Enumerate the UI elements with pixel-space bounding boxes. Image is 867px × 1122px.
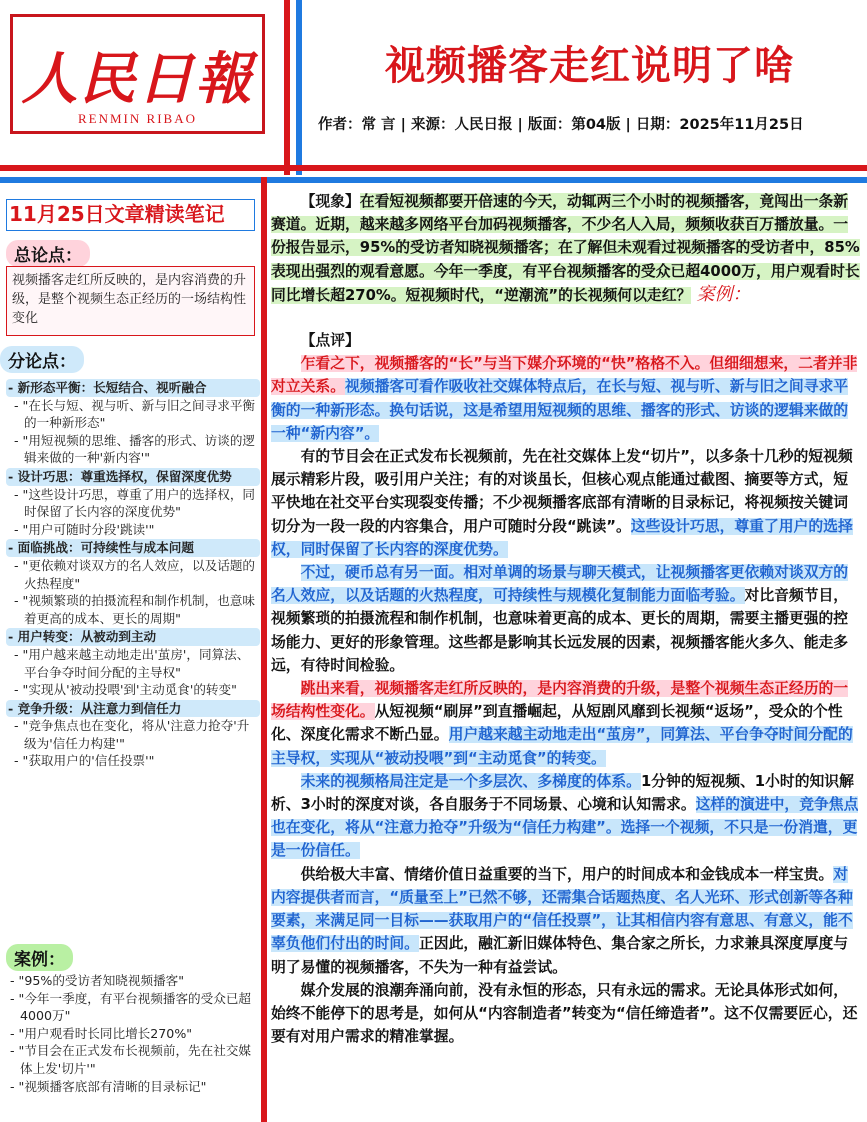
case-item: - "用户观看时长同比增长270%": [10, 1025, 193, 1041]
highlight-blue: 这样的演进中，竞争焦点也在变化，将从“注意力抢夺”升级为“信任力构建”。选择一个视频，不只是一份消遣，更是一份信任。: [271, 796, 859, 860]
logo-chinese: 人民日報: [21, 46, 254, 112]
page-title: 视频播客走红说明了啥: [385, 43, 795, 89]
handwritten-note: 案例：: [696, 283, 751, 305]
notes-title: 11月25日文章精读笔记: [6, 199, 255, 231]
point-item: - "用户越来越主动地走出'茧房'，同算法、平台争夺时间分配的主导权": [14, 646, 250, 680]
paragraph: [271, 770, 860, 863]
point-item: - "竞争焦点也在变化，将从'注意力抢夺'升级为'信任力构建'": [14, 718, 250, 751]
newspaper-logo: [10, 14, 265, 134]
case-item: - "95%的受访者知晓视频播客": [10, 973, 185, 988]
text: 对比音频节目，视频繁琐的拍摄流程和制作机制，也意味着更高的成本、更长的周期，需要主播更强的控场能力、更好的形象管理。这些都是影响其长远发展的因素，视频播客能火多久、能走多远，有待时间检验。: [271, 587, 849, 674]
summary-box: 视频播客走红所反映的，是内容消费的升级，是整个视频生态正经历的一场结构性变化: [6, 266, 255, 336]
paragraph: [271, 352, 860, 445]
paragraph: [271, 445, 860, 561]
points-label: 分论点：: [0, 346, 84, 373]
comment-label: 【点评】: [300, 332, 360, 350]
article-meta: 作者：常 言 | 来源：人民日报 | 版面：第04版 | 日期：2025年11月25日: [318, 117, 804, 133]
point-heading: - 新形态平衡：长短结合、视听融合: [6, 379, 260, 397]
paragraph: [271, 677, 860, 770]
frame-line-red-left: [284, 0, 290, 175]
article-body: [271, 190, 860, 1048]
cases-list: [6, 972, 260, 1095]
frame-line-blue-top: [0, 177, 867, 183]
point-item: - "更依赖对谈双方的名人效应，以及话题的火热程度": [14, 557, 256, 591]
highlight-blue: 未来的视频格局注定是一个多层次、多梯度的体系。: [300, 772, 641, 790]
text: 1分钟的短视频、1小时的知识解析、3小时的深度对谈，各自服务于不同场景、心境和认知需求。: [271, 772, 854, 814]
paragraph: 媒介发展的浪潮奔涌向前，没有永恒的形态，只有永远的需求。无论具体形式如何，始终不能停下的思考是，如何从“内容制造者”转变为“信任缔造者”。这不仅需要匠心，还要有对用户需求的精准掌握。: [271, 981, 858, 1046]
text: 有的节目会在正式发布长视频前，先在社交媒体上发“切片”，以多条十几秒的短视频展示精彩片段，吸引用户关注；有的对谈虽长，但核心观点能通过截图、摘要等方式，短平快地在社交平台实现裂变传播；不少视频播客底部有清晰的目录标记，将视频按关键词切分为一段一段的内容集合，用户可随时分段“跳读”。: [271, 448, 853, 535]
phenomenon-text: 在看短视频都要开倍速的今天，动辄两三个小时的视频播客，竟闯出一条新赛道。近期，越来越多网络平台加码视频播客，不少名人入局，频频收获百万播放量。一份报告显示，95%的受访者知晓视频播客；在了解但未观看过视频播客的受访者中，85%表现出强烈的观看意愿。今年一季度，有平台视频播客的受众已超4000万，用户观看时长同比增长超270%。短视频时代，“逆潮流”的长视频何以走红？: [271, 193, 860, 304]
text: 正因此，融汇新旧媒体特色、集合家之所长，力求兼具深度厚度与明了易懂的视频播客，不失为一种有益尝试。: [271, 935, 849, 976]
point-group: [6, 700, 260, 770]
point-heading: - 设计巧思：尊重选择权，保留深度优势: [6, 468, 260, 486]
points-list: [6, 378, 260, 770]
text: 供给极大丰富、情绪价值日益重要的当下，用户的时间成本和金钱成本一样宝贵。: [300, 865, 834, 883]
point-item: - "用户可随时分段'跳读'": [14, 521, 155, 537]
frame-line-red-middle: [261, 177, 267, 1122]
point-group: [6, 628, 260, 698]
highlight-blue: 视频播客可看作吸收社交媒体特点后，在长与短、视与听、新与旧之间寻求平衡的一种新形态。换句话说，这是希望用短视频的思维、播客的形式、访谈的逻辑来做的一种“新内容”。: [271, 378, 849, 442]
point-item: - "用短视频的思维、播客的形式、访谈的逻辑来做的一种'新内容'": [14, 432, 256, 466]
point-group: [6, 539, 260, 627]
point-item: - "视频繁琐的拍摄流程和制作机制，也意味着更高的成本、更长的周期": [14, 593, 256, 626]
highlight-red: 乍看之下，视频播客的“长”与当下媒介环境的“快”格格不入。但细细想来，二者并非对立关系。: [271, 355, 858, 396]
point-heading: - 面临挑战：可持续性与成本问题: [6, 539, 260, 557]
highlight-blue: 不过，硬币总有另一面。相对单调的场景与聊天模式，让视频播客更依赖对谈双方的名人效应，以及话题的火热程度，可持续性与规模化复制能力面临考验。: [271, 564, 849, 605]
highlight-red: 跳出来看，视频播客走红所反映的，是内容消费的升级，是整个视频生态正经历的一场结构性变化。: [271, 680, 849, 721]
logo-english: RENMIN RIBAO: [78, 111, 197, 126]
case-item: - "视频播客底部有清晰的目录标记": [10, 1078, 207, 1094]
point-item: - "在长与短、视与听、新与旧之间寻求平衡的一种新形态": [14, 397, 256, 431]
paragraph: [271, 863, 860, 979]
paragraph: [271, 561, 860, 677]
highlight-blue: 这些设计巧思，尊重了用户的选择权，同时保留了长内容的深度优势。: [271, 517, 853, 558]
point-item: - "实现从'被动投喂'到'主动觅食'的转变": [14, 682, 237, 698]
phenomenon-label: 【现象】: [300, 193, 360, 210]
point-heading: - 用户转变：从被动到主动: [6, 628, 260, 646]
phenomenon-paragraph: [271, 190, 860, 307]
highlight-blue: 用户越来越主动地走出“茧房”，同算法、平台争夺时间分配的主导权，实现从“被动投喂”到“主动觅食”的转变。: [271, 726, 853, 767]
case-item: - "节目会在正式发布长视频前，先在社交媒体上发'切片'": [10, 1043, 252, 1076]
frame-line-blue-left: [296, 0, 302, 175]
text: 从短视频“刷屏”到直播崛起，从短剧风靡到长视频“返场”，受众的个性化、深度化需求不断凸显。: [271, 703, 843, 744]
point-heading: - 竞争升级：从注意力到信任力: [6, 700, 260, 718]
case-item: - "今年一季度，有平台视频播客的受众已超4000万": [10, 990, 252, 1024]
point-item: - "获取用户的'信任投票'": [14, 753, 155, 769]
cases-label: 案例：: [6, 944, 73, 971]
highlight-blue: 对内容提供者而言，“质量至上”已然不够，还需集合话题热度、名人光环、形式创新等各种要素，来满足同一目标——获取用户的“信任投票”，让其相信内容有意思、有意义，能不辜负他们付出的时间。: [271, 865, 853, 953]
summary-label: 总论点：: [6, 240, 90, 267]
point-item: - "这些设计巧思，尊重了用户的选择权，同时保留了长内容的深度优势": [14, 486, 256, 520]
point-group: [6, 468, 260, 538]
frame-line-red-top: [0, 165, 867, 171]
point-group: [6, 379, 260, 467]
